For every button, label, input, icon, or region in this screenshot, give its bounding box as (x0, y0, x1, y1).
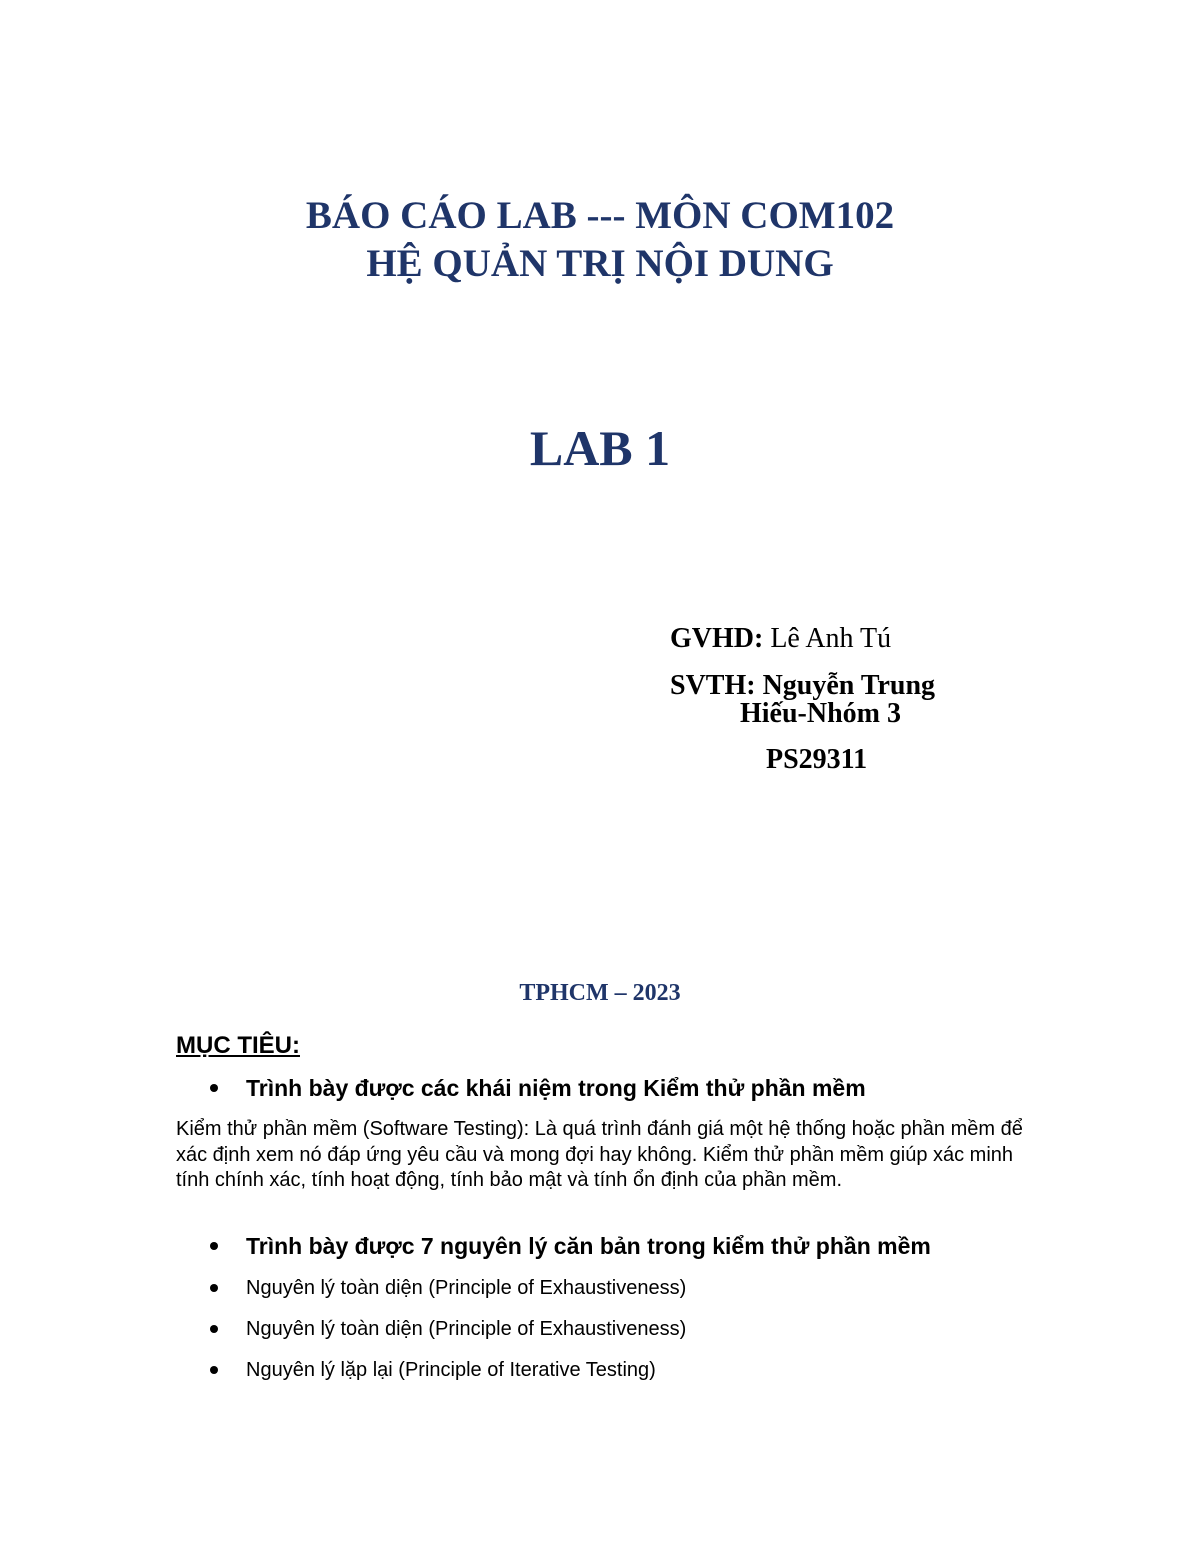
city-year: TPHCM – 2023 (519, 980, 681, 1006)
student-line (670, 671, 935, 701)
bullet-icon (210, 1084, 218, 1092)
objective-bullet-concepts (210, 1073, 1010, 1103)
objectives-heading: MỤC TIÊU: (176, 1032, 300, 1059)
definition-paragraph: Kiểm thử phần mềm (Software Testing): Là quá trình đánh giá một hệ thống hoặc phần mềm để xác định xem nó đáp ứng yêu cầu và mong đợi hay không. Kiểm thử phần mềm giúp xác minh tính chính xác, tính hoạt động, tính bảo mật và tính ổn định của phần mềm. (176, 1118, 1023, 1191)
bullet-icon (210, 1366, 218, 1374)
principle-item (210, 1274, 1010, 1302)
bullet-icon (210, 1325, 218, 1333)
principle-item (210, 1356, 1010, 1384)
principle-text: Nguyên lý lặp lại (Principle of Iterative Testing) (246, 1359, 656, 1381)
student-id: PS29311 (766, 744, 868, 775)
report-title: BÁO CÁO LAB --- MÔN COM102 (305, 194, 895, 237)
objective-bullet-principles (210, 1231, 1010, 1261)
objective-bullet-text: Trình bày được các khái niệm trong Kiểm thử phần mềm (246, 1075, 866, 1101)
bullet-icon (210, 1284, 218, 1292)
principle-text: Nguyên lý toàn diện (Principle of Exhaustiveness) (246, 1277, 687, 1299)
student-name-group: Hiếu-Nhóm 3 (740, 698, 901, 729)
instructor-name: Lê Anh Tú (770, 623, 892, 654)
principle-text: Nguyên lý toàn diện (Principle of Exhaustiveness) (246, 1318, 687, 1340)
student-label: SVTH: (670, 670, 756, 701)
student-name-line2 (740, 699, 901, 729)
instructor-label: GVHD: (670, 623, 764, 654)
student-name-line1: Nguyễn Trung (762, 670, 936, 701)
bullet-icon (210, 1242, 218, 1250)
lab-title: LAB 1 (529, 420, 671, 476)
objective-bullet-text: Trình bày được 7 nguyên lý căn bản trong kiểm thử phần mềm (246, 1233, 931, 1259)
instructor-line (670, 624, 891, 654)
report-subtitle: HỆ QUẢN TRỊ NỘI DUNG (366, 242, 834, 285)
principle-item (210, 1315, 1010, 1343)
